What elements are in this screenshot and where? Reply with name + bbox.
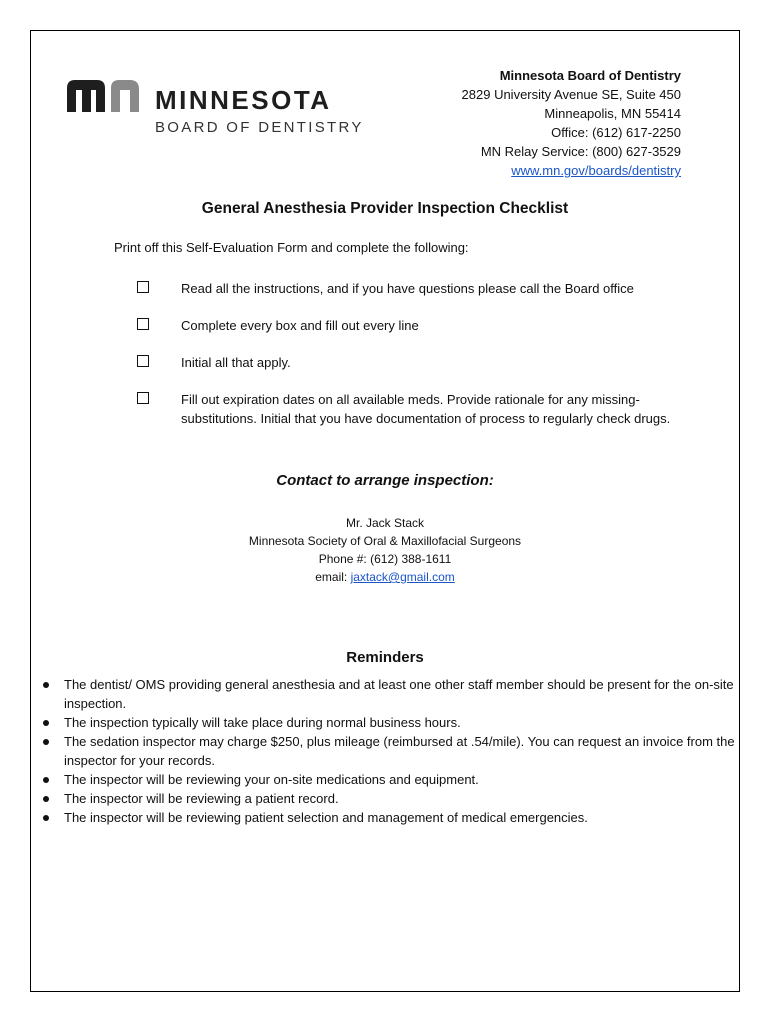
bullet-icon — [43, 815, 49, 821]
checklist-item-text: Fill out expiration dates on all available meds. Provide rationale for any missing- substitutions. Initial that you have documentation of process to regularly check drugs. — [181, 392, 671, 426]
reminder-text: The inspector will be reviewing your on-site medications and equipment. — [64, 772, 479, 787]
list-item — [38, 789, 738, 808]
reminder-text: The sedation inspector may charge $250, plus mileage (reimbursed at .54/mile). You can request an invoice from the inspector for your records. — [64, 734, 735, 768]
list-item — [38, 675, 738, 713]
checkbox[interactable] — [137, 318, 149, 330]
reminders-heading: Reminders — [346, 649, 424, 666]
reminder-text: The inspector will be reviewing a patient record. — [64, 791, 339, 806]
address-org: Minnesota Board of Dentistry — [499, 68, 681, 83]
bullet-icon — [43, 682, 49, 688]
reminder-text: The dentist/ OMS providing general anesthesia and at least one other staff member should be present for the on-site inspection. — [64, 677, 734, 711]
bullet-icon — [43, 796, 49, 802]
logo-name: MINNESOTA — [155, 85, 332, 115]
list-item — [38, 713, 738, 732]
bullet-icon — [43, 720, 49, 726]
logo-subtitle: BOARD OF DENTISTRY — [155, 119, 364, 136]
address-block — [462, 66, 681, 180]
mn-logo-mark — [67, 80, 141, 112]
checkbox[interactable] — [137, 392, 149, 404]
checkbox[interactable] — [137, 355, 149, 367]
checklist-item-text: Complete every box and fill out every line — [181, 318, 419, 333]
checklist-item — [137, 279, 697, 298]
address-relay-phone: MN Relay Service: (800) 627-3529 — [480, 144, 681, 159]
checklist-item — [137, 316, 697, 335]
reminders-list — [38, 675, 738, 827]
list-item — [38, 808, 738, 827]
contact-name: Mr. Jack Stack — [345, 516, 425, 530]
contact-block — [0, 514, 770, 586]
contact-heading: Contact to arrange inspection: — [276, 472, 494, 489]
bullet-icon — [43, 739, 49, 745]
checklist-item — [137, 390, 697, 428]
checklist — [137, 279, 697, 428]
contact-phone: Phone #: (612) 388-1611 — [318, 552, 452, 566]
reminder-text: The inspector will be reviewing patient selection and management of medical emergencies. — [64, 810, 588, 825]
list-item — [38, 732, 738, 770]
contact-email-link[interactable]: jaxtack@gmail.com — [350, 570, 455, 584]
checklist-item-text: Initial all that apply. — [181, 355, 291, 370]
website-link[interactable]: www.mn.gov/boards/dentistry — [511, 163, 681, 178]
contact-email-label: email: — [315, 570, 351, 584]
checklist-item — [137, 353, 697, 372]
intro-text: Print off this Self-Evaluation Form and complete the following: — [114, 240, 469, 255]
address-office-phone: Office: (612) 617-2250 — [551, 125, 681, 140]
contact-org: Minnesota Society of Oral & Maxillofacial Surgeons — [248, 534, 522, 548]
checklist-item-text: Read all the instructions, and if you have questions please call the Board office — [181, 281, 634, 296]
page-title: General Anesthesia Provider Inspection Checklist — [201, 200, 569, 217]
reminder-text: The inspection typically will take place during normal business hours. — [64, 715, 461, 730]
address-street: 2829 University Avenue SE, Suite 450 — [461, 87, 681, 102]
board-logo — [67, 80, 377, 140]
checkbox[interactable] — [137, 281, 149, 293]
address-city: Minneapolis, MN 55414 — [544, 106, 681, 121]
list-item — [38, 770, 738, 789]
bullet-icon — [43, 777, 49, 783]
